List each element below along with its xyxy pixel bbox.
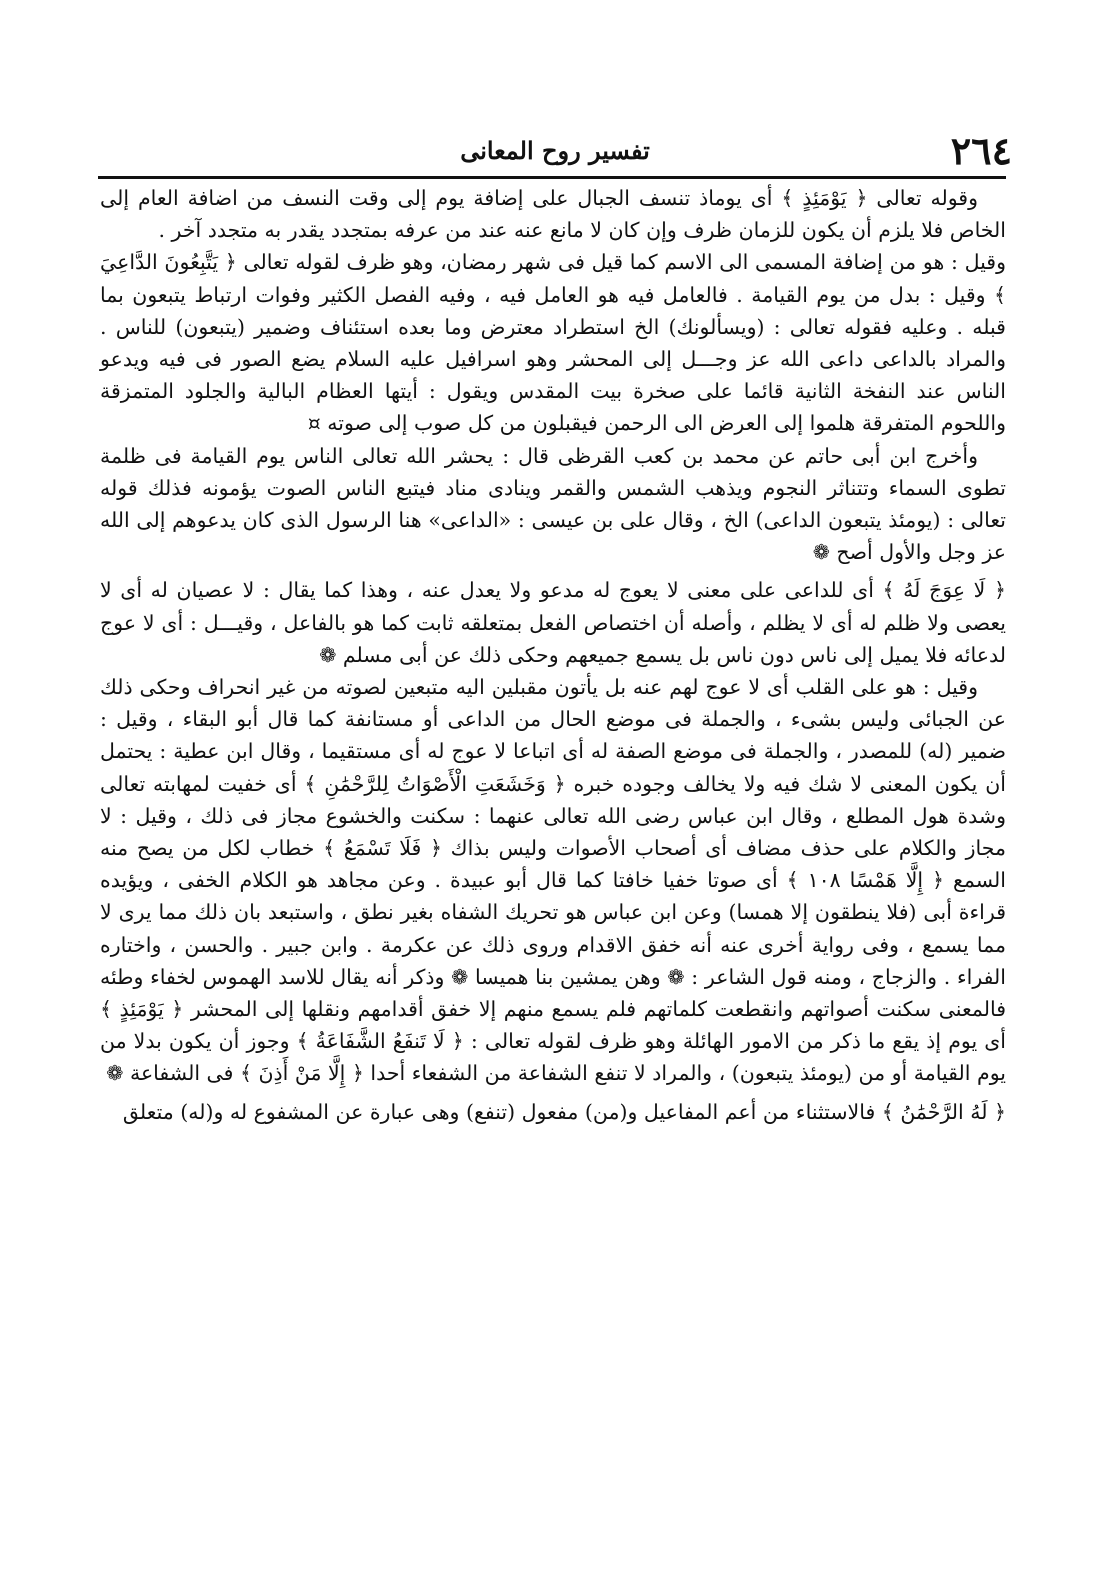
paragraph: وأخرج ابن أبى حاتم عن محمد بن كعب القرظى قال : يحشر الله تعالى الناس يوم القيامة فى ظلمة تطوى السماء وتتناثر النجوم ويذهب الشمس والقمر وينادى مناد فيتبع الناس الصوت يؤمونه فذلك قوله تعالى : (يومئذ يتبعون الداعى) الخ ، وقال على بن عيسى : «الداعى» هنا الرسول الذى كان يدعوهم إلى الله عز وجل والأول أصح ❁ xyxy=(100,443,1006,565)
page-header xyxy=(98,120,1012,180)
paragraph: ﴿ لَا عِوَجَ لَهُ ﴾ أى للداعى على معنى لا يعوج له مدعو ولا يعدل عنه ، وهذا كما يقال : لا عصيان له أى لا يعصى ولا ظلم له أى لا يظلم ، وأصله أن اختصاص الفعل بمتعلقه ثابت كما هو بالفاعل ، وقيـــل : أى لا عوج لدعائه فلا يميل إلى ناس دون ناس بل يسمع جميعهم وحكى ذلك عن أبى مسلم ❁ xyxy=(100,578,1006,667)
paragraph: وقيل : هو من إضافة المسمى الى الاسم كما قيل فى شهر رمضان، وهو ظرف لقوله تعالى ﴿ يَتَّبِعُونَ الدَّاعِيَ ﴾ وقيل : بدل من يوم القيامة . فالعامل فيه هو العامل فيه ، وفيه الفصل الكثير وفوات ارتباط يتبعون بما قبله . وعليه فقوله تعالى : (ويسألونك) الخ استطراد معترض وما بعده استئناف وضمير (يتبعون) للناس . والمراد بالداعى داعى الله عز وجـــل إلى المحشر وهو اسرافيل عليه السلام يضع الصور فى فيه ويدعو الناس عند النفخة الثانية قائما على صخرة بيت المقدس ويقول : أيتها العظام البالية والجلود المتمزقة واللحوم المتفرقة هلموا إلى العرض الى الرحمن فيقبلون من كل صوب إلى صوته ¤ xyxy=(100,250,1006,436)
page-number: ٢٦٤ xyxy=(950,128,1012,173)
paragraph: ﴿ لَهُ الرَّحْمَٰنُ ﴾ فالاستثناء من أعم المفاعيل و(من) مفعول (تنفع) وهى عبارة عن المشفوع له و(له) متعلق xyxy=(122,1099,1006,1124)
header-divider xyxy=(98,176,1006,179)
paragraph: وقيل : هو على القلب أى لا عوج لهم عنه بل يأتون مقبلين اليه متبعين لصوته من غير انحراف وحكى ذلك عن الجبائى وليس بشىء ، والجملة فى موضع الحال من الداعى أو مستانفة كما قال أبو البقاء ، وقيل : ضمير (له) للمصدر ، والجملة فى موضع الصفة له أى اتباعا لا عوج له أى مستقيما ، وقال ابن عطية : يحتمل أن يكون المعنى لا شك فيه ولا يخالف وجوده خبره ﴿ وَخَشَعَتِ الْأَصْوَاتُ لِلرَّحْمَٰنِ ﴾ أى خفيت لمهابته تعالى وشدة هول المطلع ، وقال ابن عباس رضى الله تعالى عنهما : سكنت والخشوع مجاز فى ذلك ، وقيل : لا مجاز والكلام على حذف مضاف أى أصحاب الأصوات وليس بذاك ﴿ فَلَا تَسْمَعُ ﴾ خطاب لكل من يصح منه السمع ﴿ إِلَّا هَمْسًا ١٠٨ ﴾ أى صوتا خفيا خافتا كما قال أبو عبيدة . وعن مجاهد هو الكلام الخفى ، ويؤيده قراءة أبى (فلا ينطقون إلا همسا) وعن ابن عباس هو تحريك الشفاه بغير نطق ، واستبعد بان ذلك مما يرى لا مما يسمع ، وفى رواية أخرى عنه أنه خفق الاقدام وروى ذلك عن عكرمة . وابن جبير . والحسن ، واختاره الفراء . والزجاج ، ومنه قول الشاعر : ❁ وهن يمشين بنا هميسا ❁ وذكر أنه يقال للاسد الهموس لخفاء وطئه فالمعنى سكنت أصواتهم وانقطعت كلماتهم فلم يسمع منهم إلا خفق أقدامهم ونقلها إلى المحشر ﴿ يَوْمَئِذٍ ﴾ أى يوم إذ يقع ما ذكر من الامور الهائلة وهو ظرف لقوله تعالى : ﴿ لَا تَنفَعُ الشَّفَاعَةُ ﴾ وجوز أن يكون بدلا من يوم القيامة أو من (يومئذ يتبعون) ، والمراد لا تنفع الشفاعة من الشفعاء أحدا ﴿ إِلَّا مَنْ أَذِنَ ﴾ فى الشفاعة ❁ xyxy=(100,675,1006,1086)
page-body xyxy=(100,182,1006,1128)
running-title: تفسير روح المعانى xyxy=(460,136,650,165)
paragraph: وقوله تعالى ﴿ يَوْمَئِذٍ ﴾ أى يوماذ تنسف الجبال على إضافة يوم إلى وقت النسف من اضافة العام إلى الخاص فلا يلزم أن يكون للزمان ظرف وإن كان لا مانع عنه عند من عرفه بمتجدد يقدر به متجدد آخر . xyxy=(100,186,1006,243)
